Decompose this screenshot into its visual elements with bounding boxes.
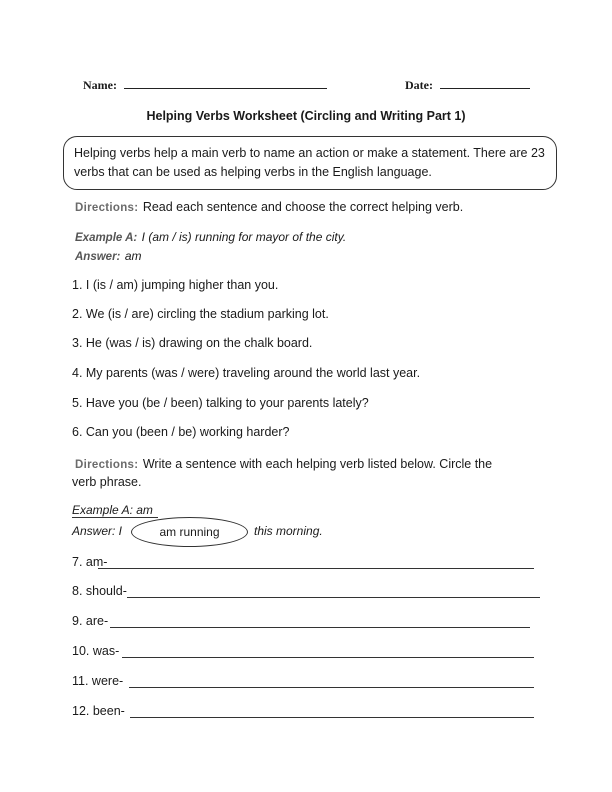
- date-field: [405, 76, 530, 94]
- intro-box: Helping verbs help a main verb to name an action or make a statement. There are 23 verbs that can be used as helping verbs in the English language.: [63, 136, 557, 190]
- question-2: 2. We (is / are) circling the stadium parking lot.: [72, 307, 329, 321]
- name-field: [83, 76, 327, 94]
- question-1: 1. I (is / am) jumping higher than you.: [72, 278, 279, 292]
- example-a-2: Example A: am: [72, 503, 153, 517]
- question-5: 5. Have you (be / been) talking to your parents lately?: [72, 396, 369, 410]
- writing-line-9[interactable]: [110, 627, 530, 628]
- question-3: 3. He (was / is) drawing on the chalk board.: [72, 336, 313, 350]
- question-6: 6. Can you (been / be) working harder?: [72, 425, 290, 439]
- directions-1-label: Directions:: [75, 202, 139, 214]
- writing-item-9: 9. are-: [72, 614, 109, 628]
- date-label: Date:: [405, 78, 433, 92]
- writing-item-12: 12. been-: [72, 704, 125, 718]
- writing-line-10[interactable]: [122, 657, 534, 658]
- answer-1: [75, 246, 142, 265]
- example-a-1-text: I (am / is) running for mayor of the city.: [141, 230, 347, 244]
- question-4: 4. My parents (was / were) traveling around the world last year.: [72, 366, 421, 380]
- example-a-2-underline: [72, 517, 158, 518]
- writing-item-10: 10. was-: [72, 644, 120, 658]
- directions-1-text: Read each sentence and choose the correct helping verb.: [142, 200, 464, 214]
- directions-1: [75, 198, 463, 216]
- answer-1-text: am: [124, 249, 142, 263]
- directions-2-label: Directions:: [75, 459, 139, 471]
- page-title: Helping Verbs Worksheet (Circling and Writing Part 1): [146, 109, 466, 123]
- writing-item-7: 7. am-: [72, 555, 108, 569]
- writing-line-11[interactable]: [129, 687, 534, 688]
- name-blank[interactable]: [124, 76, 327, 89]
- answer-2-prefix: Answer: I: [72, 524, 123, 538]
- directions-2-text-line2: verb phrase.: [72, 475, 142, 489]
- writing-line-12[interactable]: [130, 717, 534, 718]
- writing-line-7[interactable]: [98, 568, 534, 569]
- example-a-1-label: Example A:: [75, 232, 138, 244]
- name-label: Name:: [83, 78, 117, 92]
- answer-1-label: Answer:: [75, 251, 121, 263]
- circled-verb-phrase: am running: [131, 517, 248, 547]
- directions-2-text-line1: Write a sentence with each helping verb listed below. Circle the: [142, 457, 493, 471]
- directions-2: [75, 455, 555, 473]
- answer-2-suffix: this morning.: [254, 524, 323, 538]
- writing-line-8[interactable]: [127, 597, 540, 598]
- writing-item-11: 11. were-: [72, 674, 124, 688]
- date-blank[interactable]: [440, 76, 530, 89]
- writing-item-8: 8. should-: [72, 584, 127, 598]
- example-a-1: [75, 228, 346, 246]
